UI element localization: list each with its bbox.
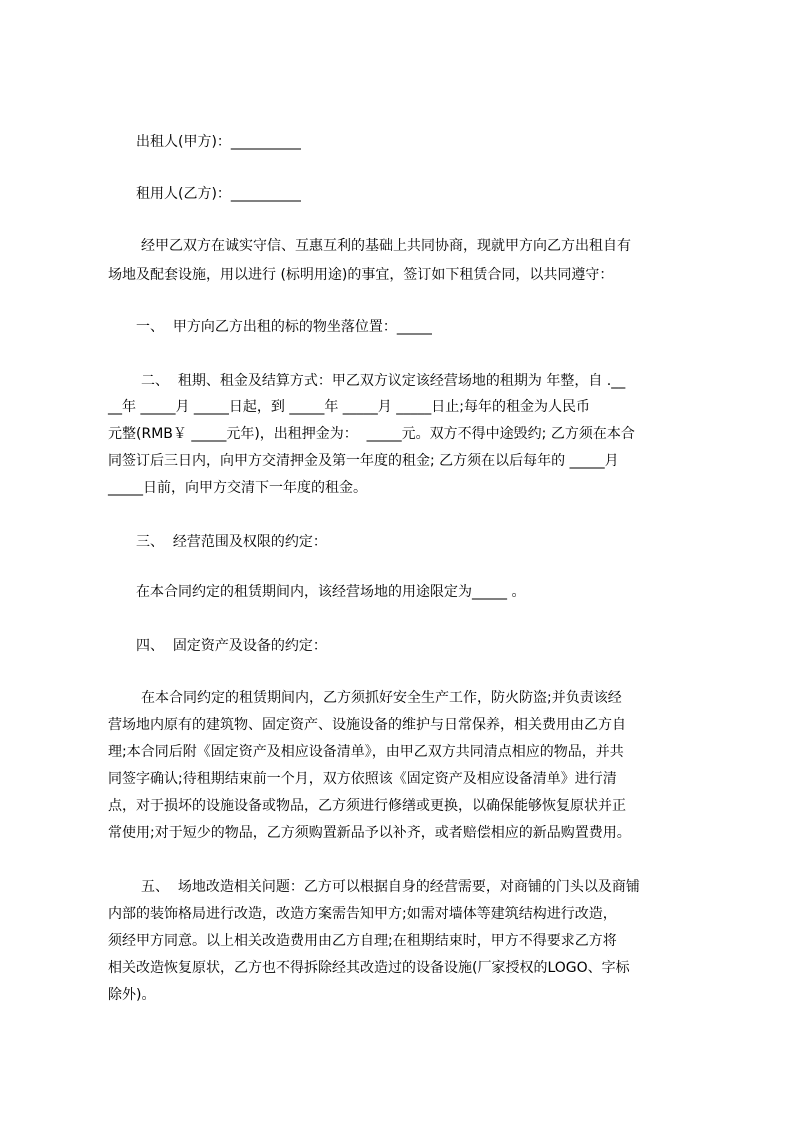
section-2-line: __年 _____月 _____日起，到 _____年 _____月 _____日止;每年的租金为人民币 (108, 399, 590, 415)
lessor-line: 出租人(甲方)：__________ (136, 134, 301, 150)
section-1-heading: 一、 甲方向乙方出租的标的物坐落位置：_____ (136, 319, 432, 335)
section-2-line: _____日前，向甲方交清下一年度的租金。 (108, 480, 367, 496)
section-5-line: 五、 场地改造相关问题：乙方可以根据自身的经营需要，对商铺的门头以及商铺 (141, 879, 640, 895)
intro-line: 经甲乙双方在诚实守信、互惠互利的基础上共同协商，现就甲方向乙方出租自有 (141, 238, 631, 254)
section-5-line: 须经甲方同意。以上相关改造费用由乙方自理;在租期结束时，甲方不得要求乙方将 (108, 933, 617, 949)
section-2-line: 同签订后三日内，向甲方交清押金及第一年度的租金; 乙方须在以后每年的 _____月 (108, 453, 619, 469)
section-4-line: 点，对于损坏的设施设备或物品，乙方须进行修缮或更换，以确保能够恢复原状并正 (108, 798, 626, 814)
section-4-line: 常使用;对于短少的物品，乙方须购置新品予以补齐，或者赔偿相应的新品购置费用。 (108, 825, 631, 841)
section-3-heading: 三、 经营范围及权限的约定： (136, 534, 327, 550)
section-5-line: 内部的装饰格局进行改造，改造方案需告知甲方;如需对墙体等建筑结构进行改造， (108, 906, 617, 922)
lessee-line: 租用人(乙方)：__________ (136, 186, 301, 202)
section-4-line: 在本合同约定的租赁期间内，乙方须抓好安全生产工作，防火防盗;并负责该经 (141, 690, 622, 706)
section-4-line: 同签字确认;待租期结束前一个月，双方依照该《固定资产及相应设备清单》进行清 (108, 771, 617, 787)
intro-line: 场地及配套设施，用以进行 (标明用途)的事宜，签订如下租赁合同，以共同遵守： (108, 267, 614, 283)
section-4-heading: 四、 固定资产及设备的约定： (136, 638, 327, 654)
section-5-line: 相关改造恢复原状，乙方也不得拆除经其改造过的设备设施(厂家授权的LOGO、字标 (108, 960, 630, 976)
section-5-line: 除外)。 (108, 987, 156, 1003)
section-2-line: 二、 租期、租金及结算方式：甲乙双方议定该经营场地的租期为 年整，自 .__ (141, 373, 626, 389)
section-2-line: 元整(RMB￥ _____元年)，出租押金为： _____元。双方不得中途毁约; 乙方须在本合 (108, 426, 635, 442)
section-4-line: 营场地内原有的建筑物、固定资产、设施设备的维护与日常保养，相关费用由乙方自 (108, 717, 626, 733)
section-3-line: 在本合同约定的租赁期间内，该经营场地的用途限定为_____ 。 (136, 584, 526, 600)
section-4-line: 理;本合同后附《固定资产及相应设备清单》，由甲乙双方共同清点相应的物品，并共 (108, 744, 624, 760)
